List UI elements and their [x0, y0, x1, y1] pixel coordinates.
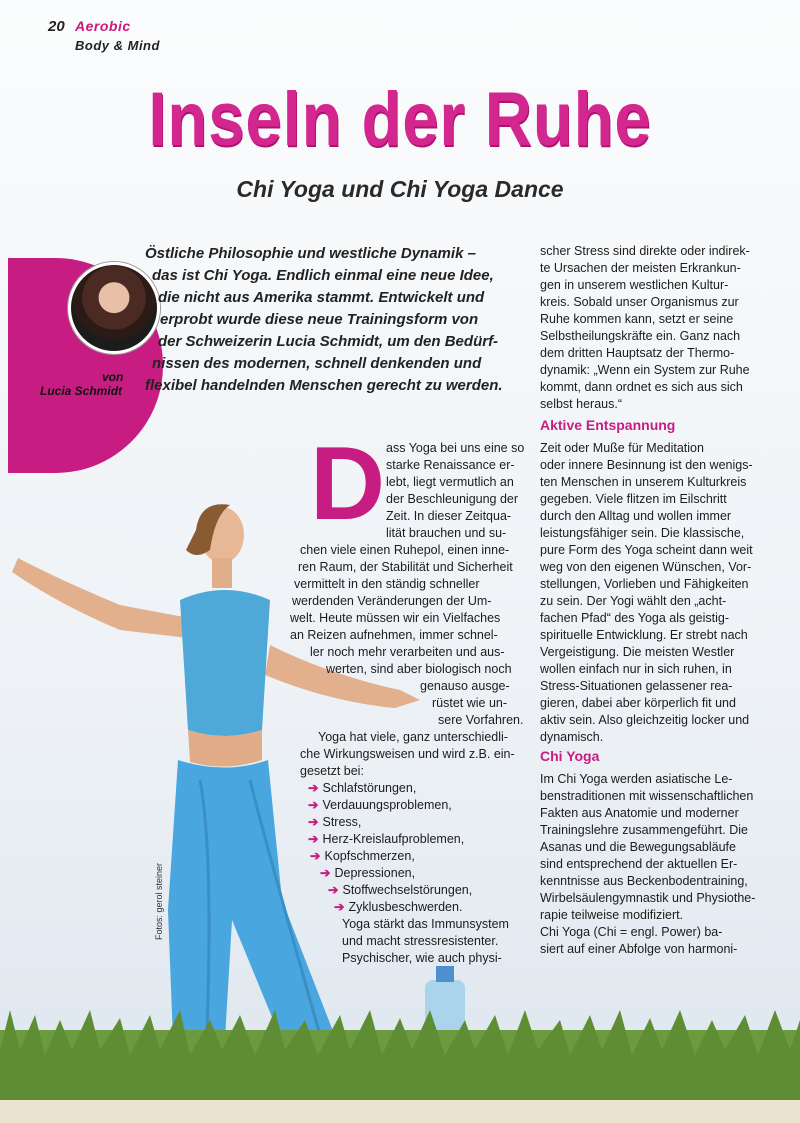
body-line: der Beschleunigung der: [386, 492, 519, 506]
body-line: leistungsfähiger sein. Die klassische,: [540, 526, 745, 540]
author-portrait: [68, 262, 160, 354]
arrow-right-icon: ➔: [308, 832, 319, 846]
body-line: Im Chi Yoga werden asiatische Le-: [540, 772, 733, 786]
body-line: Zeit. In dieser Zeitqua-: [386, 509, 512, 523]
body-line: dynamik: „Wenn ein System zur Ruhe: [540, 363, 750, 377]
body-line: benstraditionen mit wissenschaftlichen: [540, 789, 754, 803]
lead-line: die nicht aus Amerika stammt. Entwickelt und: [158, 289, 485, 306]
body-line: Yoga hat viele, ganz unterschiedli-: [318, 730, 508, 744]
grass-ground: [0, 1010, 800, 1123]
body-line: kreis. Sobald unser Organismus zur: [540, 295, 739, 309]
body-line: gieren, dabei aber körperlich fit und: [540, 696, 736, 710]
arrow-right-icon: ➔: [308, 815, 319, 829]
body-line: Yoga stärkt das Immunsystem: [342, 917, 509, 931]
list-item: ➔ Verdauungsproblemen,: [308, 798, 452, 812]
body-line: Vergeistigung. Die meisten Westler: [540, 645, 735, 659]
page-number: 20: [48, 18, 65, 35]
arrow-right-icon: ➔: [334, 900, 345, 914]
lead-line: das ist Chi Yoga. Endlich einmal eine neue Idee,: [152, 267, 494, 284]
lead-line: der Schweizerin Lucia Schmidt, um den Bedürf-: [158, 333, 499, 350]
body-line: weg von den eigenen Wünschen, Vor-: [540, 560, 752, 574]
body-line: Trainingslehre zusammengeführt. Die: [540, 823, 748, 837]
body-line: vermittelt in den ständig schneller: [294, 577, 480, 591]
body-line: welt. Heute müssen wir ein Vielfaches: [290, 611, 501, 625]
body-line: lebt, liegt vermutlich an: [386, 475, 514, 489]
body-line: lität brauchen und su-: [386, 526, 507, 540]
arrow-right-icon: ➔: [308, 798, 319, 812]
list-item: ➔ Zyklusbeschwerden.: [334, 900, 463, 914]
body-line: genauso ausge-: [420, 679, 510, 693]
body-line: kommt, dann ordnet es sich aus sich: [540, 380, 743, 394]
photo-credit: Fotos: gerol steiner: [154, 862, 164, 940]
list-item: ➔ Kopfschmerzen,: [310, 849, 415, 863]
byline-prefix: von: [102, 370, 124, 384]
lead-line: Östliche Philosophie und westliche Dynamik –: [145, 245, 476, 262]
list-item: ➔ Depressionen,: [320, 866, 416, 880]
body-line: rüstet wie un-: [432, 696, 508, 710]
body-line: Psychischer, wie auch physi-: [342, 951, 502, 965]
arrow-right-icon: ➔: [328, 883, 339, 897]
body-line: Zeit oder Muße für Meditation: [540, 441, 704, 455]
arrow-right-icon: ➔: [320, 866, 331, 880]
body-line: fachen Pfad“ des Yoga als geistig-: [540, 611, 730, 625]
article-subtitle: Chi Yoga und Chi Yoga Dance: [236, 176, 564, 202]
body-line: stellungen, Vorlieben und Fähigkeiten: [540, 577, 749, 591]
list-item: ➔ Schlafstörungen,: [308, 781, 417, 795]
body-line: starke Renaissance er-: [386, 458, 515, 472]
body-line: aktiv sein. Also gleichzeitig locker und: [540, 713, 750, 727]
list-item: ➔ Stress,: [308, 815, 362, 829]
body-line: selbst heraus.“: [540, 397, 622, 411]
body-line: sind entsprechend der aktuellen Er-: [540, 857, 738, 871]
body-line: Ruhe kommen kann, setzt er seine: [540, 312, 734, 326]
body-line: ten Menschen in unserem Kulturkreis: [540, 475, 747, 489]
subsection-label: Body & Mind: [75, 38, 160, 53]
list-item: ➔ Stoffwechselstörungen,: [328, 883, 473, 897]
body-line: Asanas und die Bewegungsabläufe: [540, 840, 736, 854]
body-line: dynamisch.: [540, 730, 604, 744]
body-line: rapie teilweise modifiziert.: [540, 908, 684, 922]
body-line: Stress-Situationen gelassener rea-: [540, 679, 733, 693]
body-line: pure Form des Yoga scheint dann weit: [540, 543, 753, 557]
body-line: oder innere Besinnung ist den wenigs-: [540, 458, 753, 472]
body-line: gesetzt bei:: [300, 764, 364, 778]
body-line: Chi Yoga (Chi = engl. Power) ba-: [540, 925, 723, 939]
body-line: gen in unserem westlichen Kultur-: [540, 278, 729, 292]
body-line: gegeben. Viele flitzen im Eilschritt: [540, 492, 727, 506]
section-heading: Aktive Entspannung: [540, 417, 676, 433]
body-line: zu sein. Der Yogi wählt den „acht-: [540, 594, 727, 608]
body-line: durch den Alltag und wollen immer: [540, 509, 732, 523]
byline-author: Lucia Schmidt: [40, 384, 123, 398]
arrow-right-icon: ➔: [310, 849, 321, 863]
body-line: sere Vorfahren.: [438, 713, 524, 727]
body-line: chen viele einen Ruhepol, einen inne-: [300, 543, 510, 557]
body-line: kenntnisse aus Beckenbodentraining,: [540, 874, 748, 888]
body-line: wollen einfach nur in sich ruhen, in: [540, 662, 732, 676]
body-line: Selbstheilungskräfte ein. Ganz nach: [540, 329, 741, 343]
body-line: ass Yoga bei uns eine so: [386, 441, 525, 455]
lead-line: nissen des modernen, schnell denkenden und: [152, 355, 482, 372]
lead-line: flexibel handelnden Menschen gerecht zu werden.: [145, 377, 503, 394]
body-line: ler noch mehr verarbeiten und aus-: [310, 645, 505, 659]
body-line: dem dritten Hauptsatz der Thermo-: [540, 346, 735, 360]
body-line: werdenden Veränderungen der Um-: [292, 594, 492, 608]
body-line: und macht stressresistenter.: [342, 934, 499, 948]
article-title: Inseln der Ruhe: [148, 77, 652, 162]
drop-cap: D: [310, 426, 386, 542]
section-heading: Chi Yoga: [540, 748, 600, 764]
body-line: werten, sind aber biologisch noch: [326, 662, 512, 676]
body-line: Fakten aus Anatomie und moderner: [540, 806, 739, 820]
arrow-right-icon: ➔: [308, 781, 319, 795]
list-item: ➔ Herz-Kreislaufproblemen,: [308, 832, 465, 846]
body-line: spirituelle Entwicklung. Er strebt nach: [540, 628, 748, 642]
body-line: an Reizen aufnehmen, immer schnel-: [290, 628, 498, 642]
lead-line: erprobt wurde diese neue Trainingsform von: [160, 311, 479, 328]
body-line: te Ursachen der meisten Erkrankun-: [540, 261, 741, 275]
body-line: Wirbelsäulengymnastik und Physiothe-: [540, 891, 756, 905]
body-line: siert auf einer Abfolge von harmoni-: [540, 942, 738, 956]
section-label: Aerobic: [75, 18, 131, 34]
body-line: ren Raum, der Stabilität und Sicherheit: [298, 560, 513, 574]
body-line: che Wirkungsweisen und wird z.B. ein-: [300, 747, 515, 761]
body-line: scher Stress sind direkte oder indirek-: [540, 244, 750, 258]
